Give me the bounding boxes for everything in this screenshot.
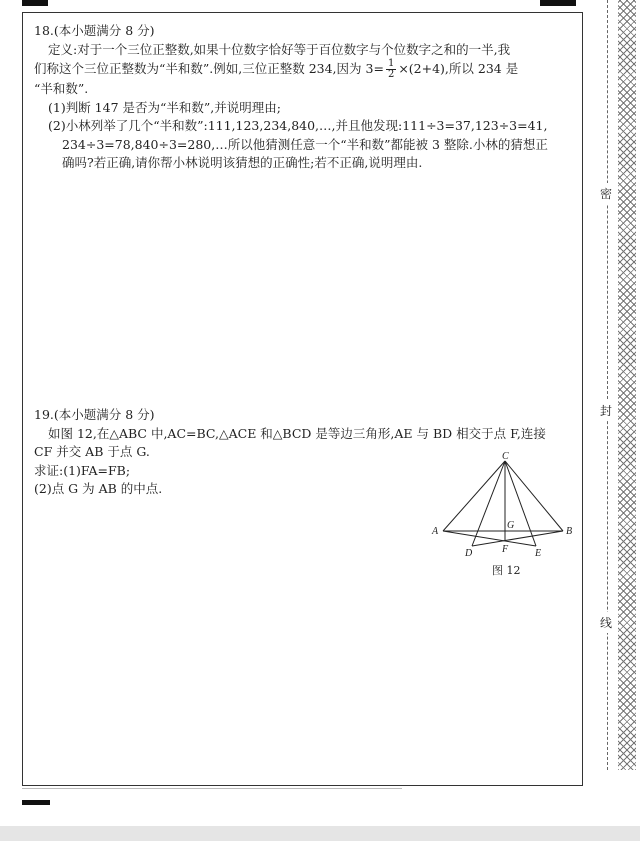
segment-cd [472, 461, 505, 546]
label-f: F [502, 544, 509, 555]
binding-char-seal: 密 [600, 183, 612, 204]
label-b: B [566, 526, 573, 537]
q18-definition-line2-a: 们称这个三位正整数为“半和数”.例如,三位正整数 234,因为 3= [34, 61, 384, 76]
segment-ce [505, 461, 536, 546]
q19-line1: 如图 12,在△ABC 中,AC=BC,△ACE 和△BCD 是等边三角形,AE 与 BD 相交于点 F,连接 [48, 425, 546, 441]
fraction-one-half [386, 59, 396, 80]
label-c: C [502, 451, 509, 462]
top-mark-right [540, 0, 576, 6]
binding-char-seal-2: 封 [600, 400, 612, 421]
label-d: D [465, 548, 473, 559]
top-mark-left [22, 0, 48, 6]
bottom-divider [22, 788, 402, 789]
label-e: E [535, 548, 542, 559]
binding-hatch-pattern [618, 0, 636, 770]
figure-12-diagram [425, 448, 585, 580]
label-a: A [432, 526, 439, 537]
q18-part1: (1)判断 147 是否为“半和数”,并说明理由; [48, 99, 281, 115]
q18-part2-line1: (2)小林列举了几个“半和数”:111,123,234,840,…,并且他发现:111÷3=37,123÷3=41, [48, 118, 548, 133]
label-g: G [507, 520, 515, 531]
segment-ae [443, 531, 536, 546]
q19-line2: CF 并交 AB 于点 G. [34, 444, 150, 459]
segment-bd [472, 531, 563, 546]
q18-definition-line3: “半和数”. [34, 81, 89, 96]
binding-dashed-line [607, 0, 608, 770]
q18-definition-line2-b: ×(2+4),所以 234 是 [398, 61, 519, 76]
q18-part2-line2: 234÷3=78,840÷3=280,…所以他猜测任意一个“半和数”都能被 3 整除.小林的猜想正 [62, 136, 548, 152]
q19-line3: 求证:(1)FA=FB; [34, 462, 131, 478]
fraction-numerator: 1 [387, 58, 395, 69]
q18-definition-line2 [34, 59, 574, 80]
binding-char-line: 线 [600, 612, 612, 633]
fraction-denominator: 2 [387, 69, 395, 80]
q18-definition-line1: 定义:对于一个三位正整数,如果十位数字恰好等于百位数字与个位数字之和的一半,我 [48, 41, 511, 57]
segment-ca [443, 461, 505, 531]
bottom-gray-band [0, 826, 640, 841]
question-18 [34, 22, 574, 173]
q19-line4: (2)点 G 为 AB 的中点. [34, 481, 163, 496]
bottom-mark [22, 800, 50, 805]
q19-heading: 19.(本小题满分 8 分) [34, 407, 155, 422]
q18-part2-line3: 确吗?若正确,请你帮小林说明该猜想的正确性;若不正确,说明理由. [62, 155, 423, 170]
q18-heading: 18.(本小题满分 8 分) [34, 23, 155, 38]
figure-caption: 图 12 [492, 564, 521, 577]
